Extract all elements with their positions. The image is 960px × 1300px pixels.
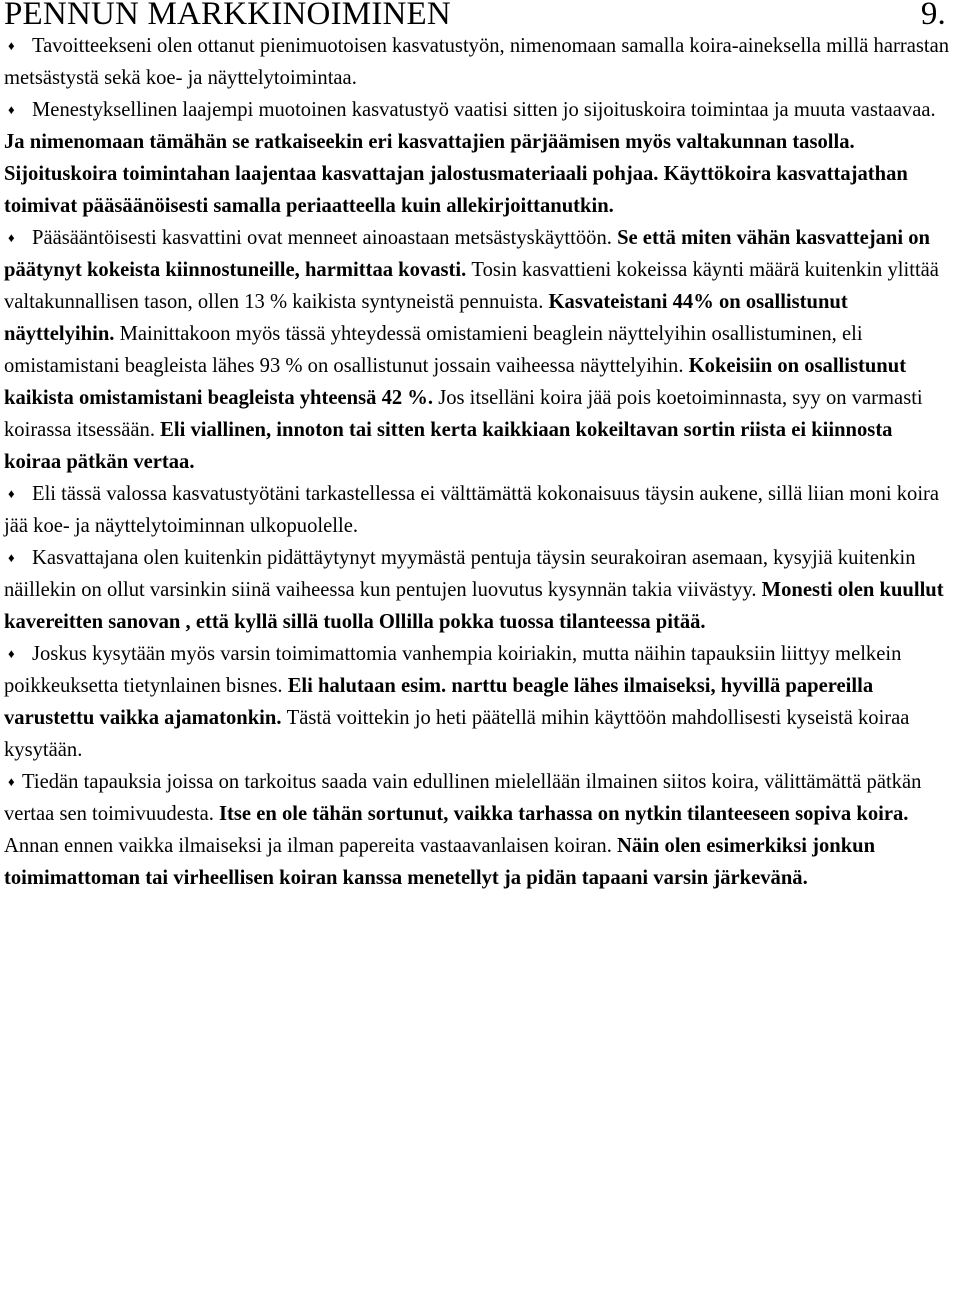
bullet-paragraph <box>4 94 952 222</box>
bullet-paragraph <box>4 478 952 542</box>
bullet-paragraph <box>4 30 952 94</box>
page-number: 9. <box>920 0 946 32</box>
paragraph-text: Tiedän tapauksia joissa on tarkoitus saada vain edullinen mielellään ilmainen siitos koira, välittämättä pätkän vertaa sen toimivuudesta. <box>4 771 922 825</box>
document-page <box>4 0 952 894</box>
page-title: PENNUN MARKKINOIMINEN <box>4 0 451 32</box>
paragraph-text: Joskus kysytään myös varsin toimimattomia vanhempia koiriakin, mutta näihin tapauksiin liittyy melkein poikkeuksetta tietynlainen bisnes. <box>4 643 902 697</box>
paragraph-text: Kasvattajana olen kuitenkin pidättäytynyt myymästä pentuja täysin seurakoiran asemaan, kysyjiä kuitenkin näillekin on ollut varsinkin siinä vaiheessa kun pentujen luovutus kysynnän takia viivästyy. <box>4 547 916 601</box>
bullet-paragraph <box>4 638 952 766</box>
paragraph-text: Mainittakoon myös tässä yhteydessä omistamieni beaglein näyttelyihin osallistuminen, eli omistamistani beagleista lähes 93 % on osallistunut jossain vaiheessa näyttelyihin. <box>4 323 863 377</box>
paragraph-text: Se että miten vähän kasvattejani on päätynyt kokeista kiinnostuneille, harmittaa kovasti. <box>4 227 930 281</box>
paragraph-text: Eli viallinen, innoton tai sitten kerta kaikkiaan kokeiltavan sortin riista ei kiinnosta koiraa pätkän vertaa. <box>4 419 893 473</box>
paragraph-text: Monesti olen kuullut kavereitten sanovan , että kyllä sillä tuolla Ollilla pokka tuossa tilanteessa pitää. <box>4 579 944 633</box>
page-header <box>4 0 952 32</box>
paragraph-text: Kokeisiin on osallistunut kaikista omistamistani beagleista yhteensä 42 %. <box>4 355 907 409</box>
paragraph-text: Tavoitteekseni olen ottanut pienimuotoisen kasvatustyön, nimenomaan samalla koira-aineksella millä harrastan metsästystä sekä koe- ja näyttelytoimintaa. <box>4 35 950 89</box>
diamond-bullet-icon: ♦ <box>8 230 15 245</box>
paragraph-text: Tästä voittekin jo heti päätellä mihin käyttöön mahdollisesti kyseistä koiraa kysytään. <box>4 707 910 761</box>
paragraph-text: Kasvateistani 44% on osallistunut näyttelyihin. <box>4 291 848 345</box>
document-body <box>4 30 952 894</box>
paragraph-text: Menestyksellinen laajempi muotoinen kasvatustyö vaatisi sitten jo sijoituskoira toimintaa ja muuta vastaavaa. <box>32 99 936 121</box>
diamond-bullet-icon: ♦ <box>8 646 15 661</box>
diamond-bullet-icon: ♦ <box>8 102 15 117</box>
diamond-bullet-icon: ♦ <box>8 486 15 501</box>
paragraph-text: Pääsääntöisesti kasvattini ovat menneet ainoastaan metsästyskäyttöön. <box>32 227 618 249</box>
bullet-paragraph <box>4 222 952 478</box>
paragraph-text: Itse en ole tähän sortunut, vaikka tarhassa on nytkin tilanteeseen sopiva koira. <box>219 803 909 825</box>
paragraph-text: Näin olen esimerkiksi jonkun toimimattoman tai virheellisen koiran kanssa menetellyt ja pidän tapaani varsin järkevänä. <box>4 835 876 889</box>
paragraph-text: Jos itselläni koira jää pois koetoiminnasta, syy on varmasti koirassa itsessään. <box>4 387 923 441</box>
paragraph-text: Eli halutaan esim. narttu beagle lähes ilmaiseksi, hyvillä papereilla varustettu vaikka ajamatonkin. <box>4 675 874 729</box>
diamond-bullet-icon: ♦ <box>8 38 15 53</box>
diamond-bullet-icon: ♦ <box>8 550 15 565</box>
paragraph-text: Annan ennen vaikka ilmaiseksi ja ilman papereita vastaavanlaisen koiran. <box>4 835 618 857</box>
bullet-paragraph <box>4 542 952 638</box>
diamond-bullet-icon: ♦ <box>8 774 15 789</box>
bullet-paragraph <box>4 766 952 894</box>
paragraph-text: Ja nimenomaan tämähän se ratkaiseekin eri kasvattajien pärjäämisen myös valtakunnan tasolla. Sijoituskoira toimintahan laajentaa kasvattajan jalostusmateriaali pohjaa. Käyttökoira kasvattajathan toimivat pääsäänöisesti samalla periaatteella kuin allekirjoittanutkin. <box>4 131 908 217</box>
paragraph-text: Tosin kasvattieni kokeissa käynti määrä kuitenkin ylittää valtakunnallisen tason, ollen 13 % kaikista syntyneistä pennuista. <box>4 259 939 313</box>
paragraph-text: Eli tässä valossa kasvatustyötäni tarkastellessa ei välttämättä kokonaisuus täysin aukene, sillä liian moni koira jää koe- ja näyttelytoiminnan ulkopuolelle. <box>4 483 940 537</box>
